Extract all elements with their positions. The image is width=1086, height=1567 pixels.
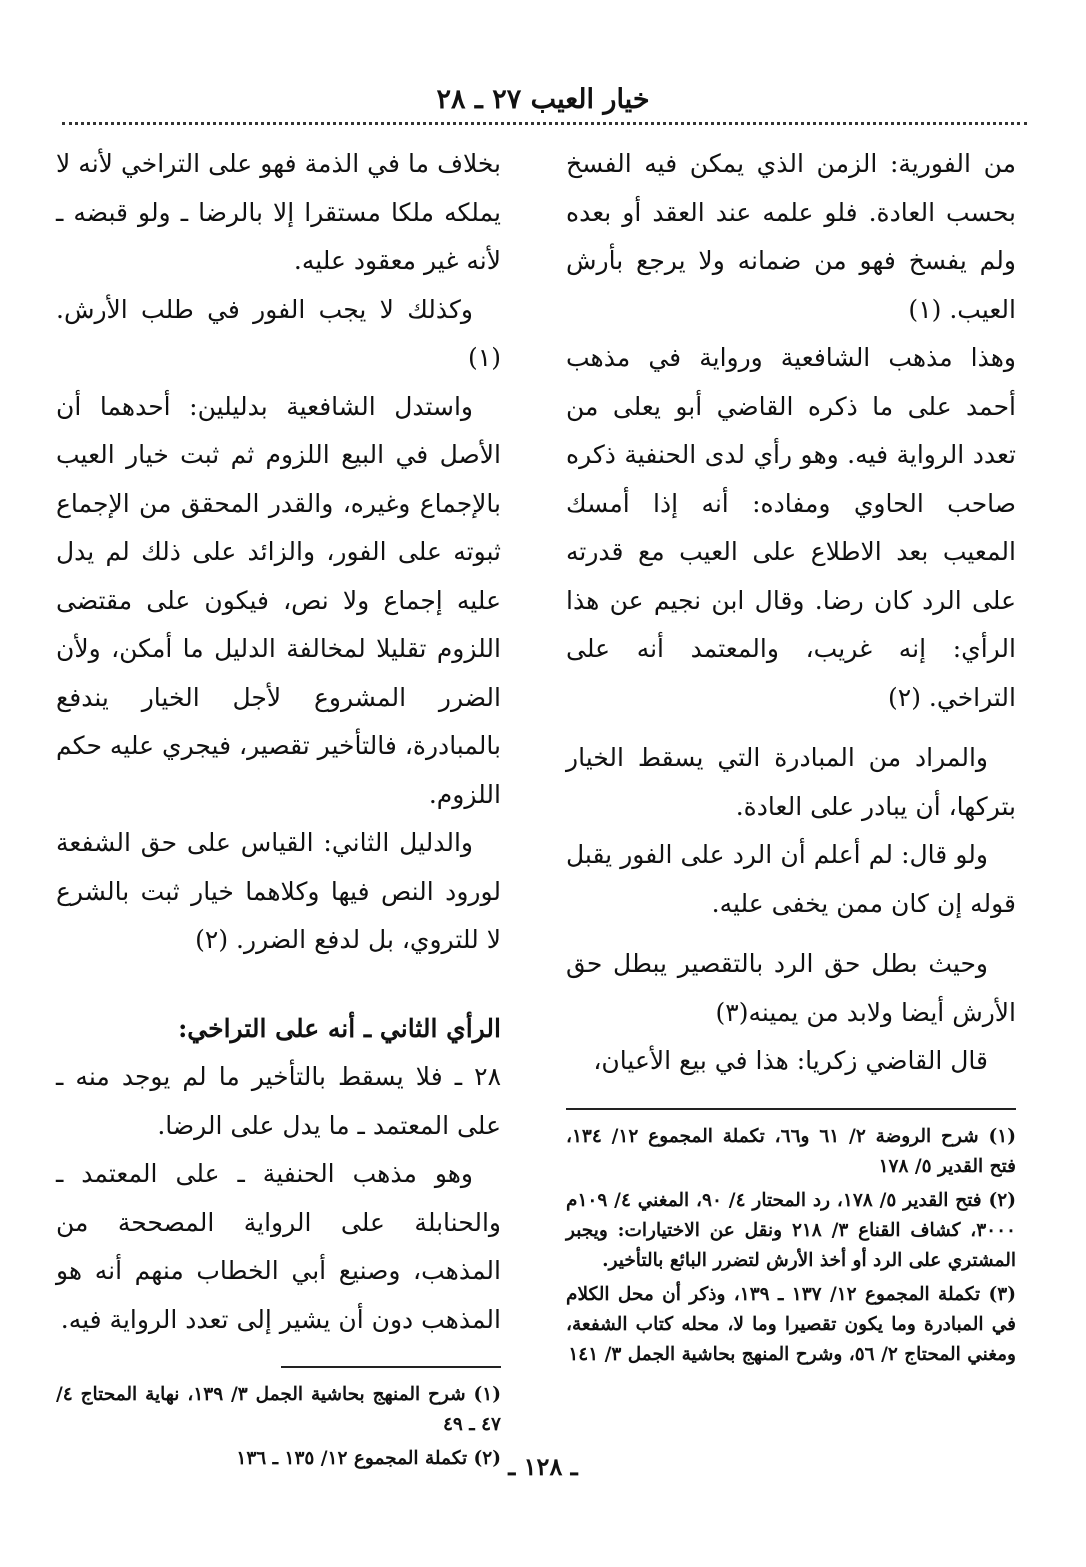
paragraph: بخلاف ما في الذمة فهو على التراخي لأنه لا يملكه ملكا مستقرا إلا بالرضا ـ ولو قبضه ـ لأنه غير معقود عليه. <box>56 149 501 275</box>
running-header: خيار العيب ٢٧ ـ ٢٨ <box>436 84 650 115</box>
paragraph: ٢٨ ـ فلا يسقط بالتأخير ما لم يوجد منه ـ على المعتمد ـ ما يدل على الرضا. <box>56 1062 501 1140</box>
footnote: (٣) تكملة المجموع ١٢/ ١٣٧ ـ ١٣٩، وذكر أن محل الكلام في المبادرة وما يكون تقصيرا وما لا، محله كتاب الشفعة، ومغني المحتاج ٢/ ٥٦، وشرح المنهج بحاشية الجمل ٣/ ١٤١ <box>566 1283 1016 1365</box>
header-dotted-rule <box>62 122 1027 125</box>
paragraph: واستدل الشافعية بدليلين: أحدهما أن الأصل في البيع اللزوم ثم ثبت خيار العيب بالإجماع وغيره، والقدر المحقق من الإجماع ثبوته على الفور، والزائد على ذلك لم يدل عليه إجماع ولا نص، فيكون على مقتضى اللزوم تقليلا لمخالفة الدليل ما أمكن، ولأن الضرر المشروع لأجل الخيار يندفع بالمبادرة، فالتأخير تقصير، فيجري عليه حكم اللزوم. <box>56 391 501 809</box>
footnote: (١) شرح الروضة ٢/ ٦١ و٦٦، تكملة المجموع ١٢/ ١٣٤، فتح القدير ٥/ ١٧٨ <box>566 1125 1016 1177</box>
paragraph: قال القاضي زكريا: هذا في بيع الأعيان، <box>593 1046 988 1075</box>
paragraph: وهذا مذهب الشافعية ورواية في مذهب أحمد على ما ذكره القاضي أبو يعلى من تعدد الرواية فيه. وهو رأي لدى الحنفية ذكره صاحب الحاوي ومفاده: أنه إذا أمسك المعيب بعد الاطلاع على العيب مع قدرته على الرد كان رضا. وقال ابن نجيم عن هذا الرأي: إنه غريب، والمعتمد أنه على التراخي. (٢) <box>566 343 1016 712</box>
paragraph: والمراد من المبادرة التي يسقط الخيار بتركها، أن يبادر على العادة. <box>566 743 1016 821</box>
footnote: (٢) فتح القدير ٥/ ١٧٨، رد المحتار ٤/ ٩٠، المغني ٤/ ١٠٩م ٣٠٠٠، كشاف القناع ٣/ ٢١٨ ونقل عن الاختيارات: ويجبر المشتري على الرد أو أخذ الأرش لتضرر البائع بالتأخير. <box>566 1189 1016 1271</box>
paragraph: من الفورية: الزمن الذي يمكن فيه الفسخ بحسب العادة. فلو علمه عند العقد أو بعده ولم يفسخ فهو من ضمانه ولا يرجع بأرش العيب. (١) <box>566 149 1016 324</box>
footnote-separator <box>281 1366 501 1368</box>
right-column <box>566 140 1016 1374</box>
paragraph: وكذلك لا يجب الفور في طلب الأرش. (١) <box>56 294 501 372</box>
page-number: ـ ١٢٨ ـ <box>508 1452 578 1481</box>
paragraph: وحيث بطل حق الرد بالتقصير يبطل حق الأرش أيضا ولابد من يمينه(٣) <box>566 949 1016 1027</box>
left-column <box>56 140 501 1478</box>
footnote: (٢) تكملة المجموع ١٢/ ١٣٥ ـ ١٣٦ <box>236 1448 501 1469</box>
section-heading: الرأي الثاني ـ أنه على التراخي: <box>178 1013 501 1043</box>
paragraph: والدليل الثاني: القياس على حق الشفعة لورود النص فيها وكلاهما خيار ثبت بالشرع لا للتروي، بل لدفع الضرر. (٢) <box>56 828 501 954</box>
footnote-separator <box>566 1108 1016 1110</box>
paragraph: ولو قال: لم أعلم أن الرد على الفور يقبل قوله إن كان ممن يخفى عليه. <box>566 840 1016 918</box>
footnote: (١) شرح المنهج بحاشية الجمل ٣/ ١٣٩، نهاية المحتاج ٤/ ٤٧ ـ ٤٩ <box>56 1384 501 1435</box>
paragraph: وهو مذهب الحنفية ـ على المعتمد ـ والحنابلة على الرواية المصححة من المذهب، وصنيع أبي الخطاب منهم أنه هو المذهب دون أن يشير إلى تعدد الرواية فيه. <box>56 1159 501 1334</box>
